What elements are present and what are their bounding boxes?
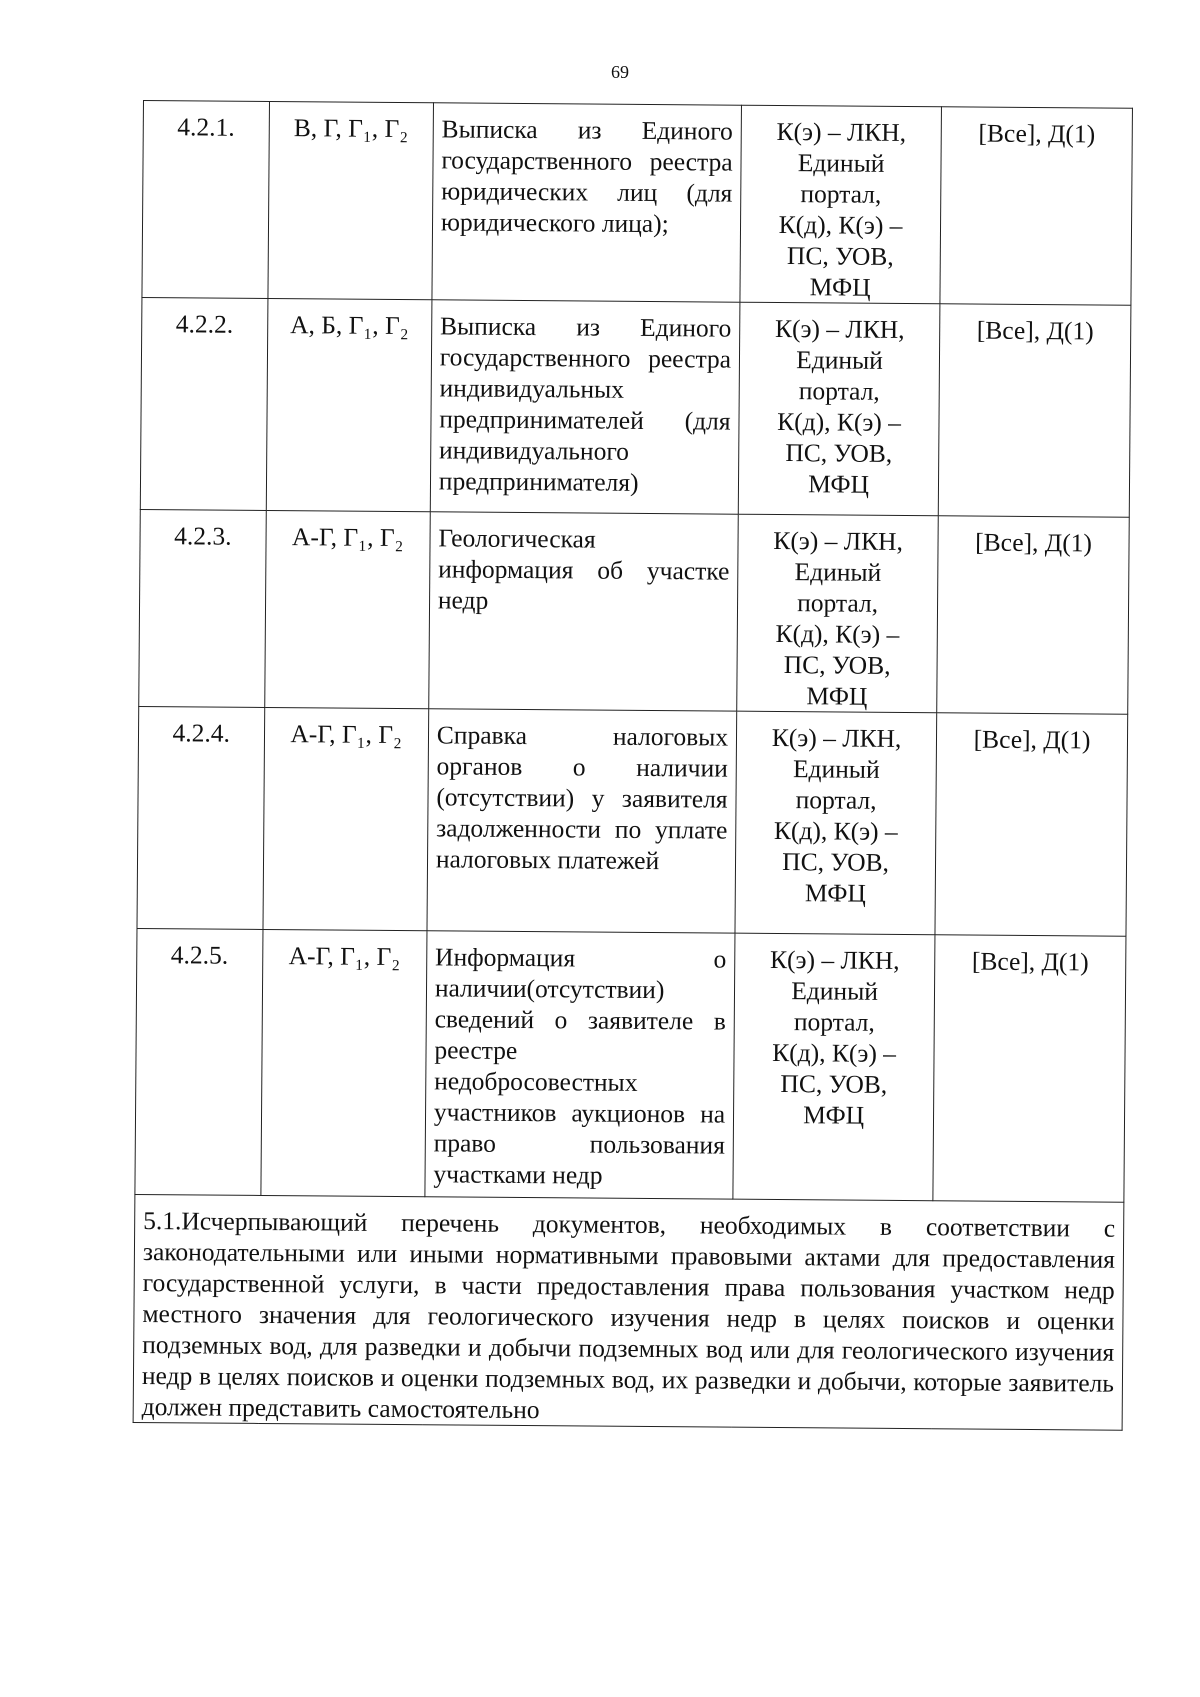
status: [Все], Д(1) — [940, 107, 1132, 305]
table-row — [139, 509, 1130, 714]
page-number: 69 — [611, 62, 629, 82]
submission-method: К(э) – ЛКН, Единый портал, К(д), К(э) – ПС, УОВ, МФЦ — [733, 933, 935, 1201]
status: [Все], Д(1) — [937, 516, 1129, 714]
row-number: 4.2.4. — [137, 706, 264, 929]
status: [Все], Д(1) — [938, 304, 1131, 517]
document-name: Выписка из Единого государственного реестра индивидуальных предпринимателей (для индивидуального предпринимателя) — [430, 300, 740, 514]
status: [Все], Д(1) — [935, 713, 1128, 936]
applicant-categories: В, Г, Г₁, Г₂ — [267, 101, 433, 299]
applicant-categories: А-Г, Г₁, Г₂ — [264, 510, 430, 708]
table-row — [135, 928, 1126, 1202]
row-number: 4.2.1. — [142, 101, 269, 299]
section-heading: 5.1.Исчерпывающий перечень документов, необходимых в соответствии с законодательными или иными нормативными правовыми актами для предоставления государственной услуги, в части предоставления права пользования участком недр местного значения для геологического изучения недр в целях поисков и оценки подземных вод, для разведки и добычи подземных вод или для геологического изучения недр в целях поисков и оценки подземных вод, их разведки и добычи, которые заявитель должен представить самостоятельно — [133, 1194, 1124, 1430]
section-row — [133, 1194, 1124, 1430]
table-row — [140, 297, 1131, 517]
table-row — [142, 101, 1133, 306]
applicant-categories: А-Г, Г₁, Г₂ — [263, 707, 429, 930]
document-name: Справка налоговых органов о наличии (отсутствии) у заявителя задолженности по уплате налоговых платежей — [427, 709, 737, 933]
document-name: Информация о наличии(отсутствии) сведений о заявителе в реестре недобросовестных участников аукционов на право пользования участками недр — [425, 931, 735, 1199]
submission-method: К(э) – ЛКН, Единый портал, К(д), К(э) – ПС, УОВ, МФЦ — [738, 302, 940, 516]
status: [Все], Д(1) — [933, 935, 1126, 1202]
submission-method: К(э) – ЛКН, Единый портал, К(д), К(э) – ПС, УОВ, МФЦ — [735, 711, 937, 935]
applicant-categories: А, Б, Г₁, Г₂ — [266, 298, 432, 511]
submission-method: К(э) – ЛКН, Единый портал, К(д), К(э) – ПС, УОВ, МФЦ — [737, 514, 939, 713]
document-name: Геологическая информация об участке недр — [429, 512, 739, 711]
documents-table — [133, 100, 1133, 1431]
table-row — [137, 706, 1128, 936]
document-name: Выписка из Единого государственного реестра юридических лиц (для юридического лица); — [432, 103, 742, 302]
row-number: 4.2.5. — [135, 928, 263, 1195]
applicant-categories: А-Г, Г₁, Г₂ — [260, 929, 426, 1196]
row-number: 4.2.3. — [139, 509, 266, 707]
submission-method: К(э) – ЛКН, Единый портал, К(д), К(э) – ПС, УОВ, МФЦ — [740, 105, 942, 304]
row-number: 4.2.2. — [140, 297, 267, 510]
